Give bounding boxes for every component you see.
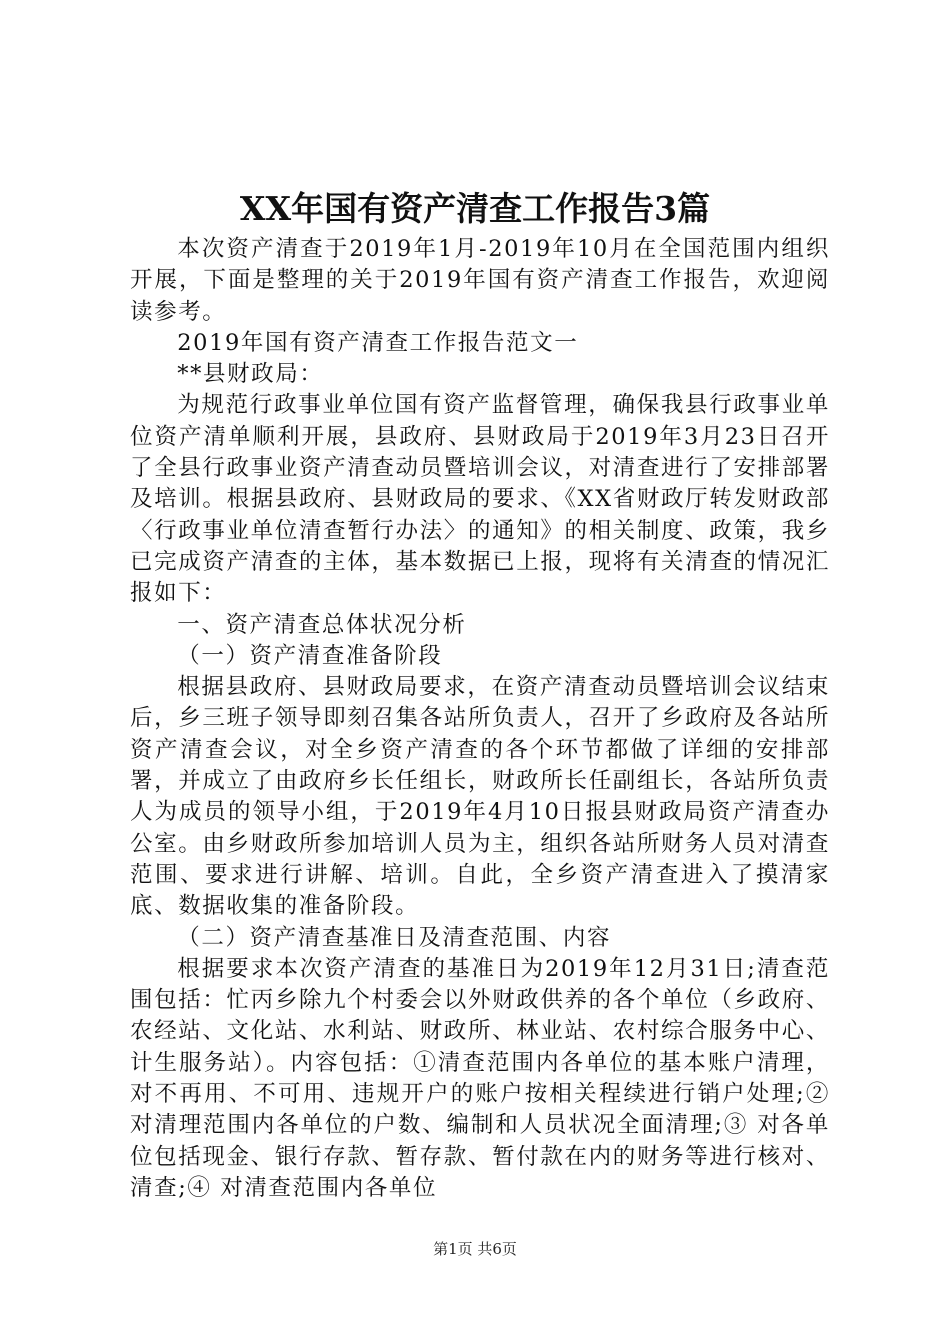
intro-paragraph: 本次资产清查于2019年1月-2019年10月在全国范围内组织开展，下面是整理的关于2019年国有资产清查工作报告，欢迎阅读参考。 bbox=[130, 236, 830, 325]
section-heading: 2019年国有资产清查工作报告范文一 bbox=[177, 329, 579, 356]
document-body bbox=[130, 234, 830, 1204]
body-paragraph: 为规范行政事业单位国有资产监督管理，确保我县行政事业单位资产清单顺利开展，县政府、县财政局于2019年3月23日召开了全县行政事业资产清查动员暨培训会议，对清查进行了安排部署及培训。根据县政府、县财政局的要求、《XX省财政厅转发财政部〈行政事业单位清查暂行办法〉的通知》的相关制度、政策，我乡已完成资产清查的主体，基本数据已上报，现将有关清查的情况汇报如下： bbox=[130, 392, 830, 607]
salutation: **县财政局： bbox=[177, 361, 324, 388]
body-paragraph: 根据要求本次资产清查的基准日为2019年12月31日;清查范围包括：忙丙乡除九个村委会以外财政供养的各个单位（乡政府、农经站、文化站、水利站、财政所、林业站、农村综合服务中心、计生服务站）。内容包括：①清查范围内各单位的基本账户清理，对不再用、不可用、违规开户的账户按相关程续进行销户处理;② 对清理范围内各单位的户数、编制和人员状况全面清理;③ 对各单位包括现金、银行存款、暂存款、暂付款在内的财务等进行核对、清查;④ 对清查范围内各单位 bbox=[130, 955, 830, 1201]
section-heading: 一、资产清查总体状况分析 bbox=[177, 611, 467, 638]
subsection-heading: （一）资产清查准备阶段 bbox=[177, 642, 443, 669]
body-paragraph: 根据县政府、县财政局要求，在资产清查动员暨培训会议结束后，乡三班子领导即刻召集各站所负责人，召开了乡政府及各站所资产清查会议，对全乡资产清查的各个环节都做了详细的安排部署，并成立了由政府乡长任组长，财政所长任副组长，各站所负责人为成员的领导小组，于2019年4月10日报县财政局资产清查办公室。由乡财政所参加培训人员为主，组织各站所财务人员对清查范围、要求进行讲解、培训。自此，全乡资产清查进入了摸清家底、数据收集的准备阶段。 bbox=[130, 674, 830, 920]
document-title: XX年国有资产清查工作报告3篇 bbox=[239, 189, 711, 228]
subsection-heading: （二）资产清查基准日及清查范围、内容 bbox=[177, 924, 612, 951]
page-footer: 第1页 共6页 bbox=[433, 1240, 517, 1258]
